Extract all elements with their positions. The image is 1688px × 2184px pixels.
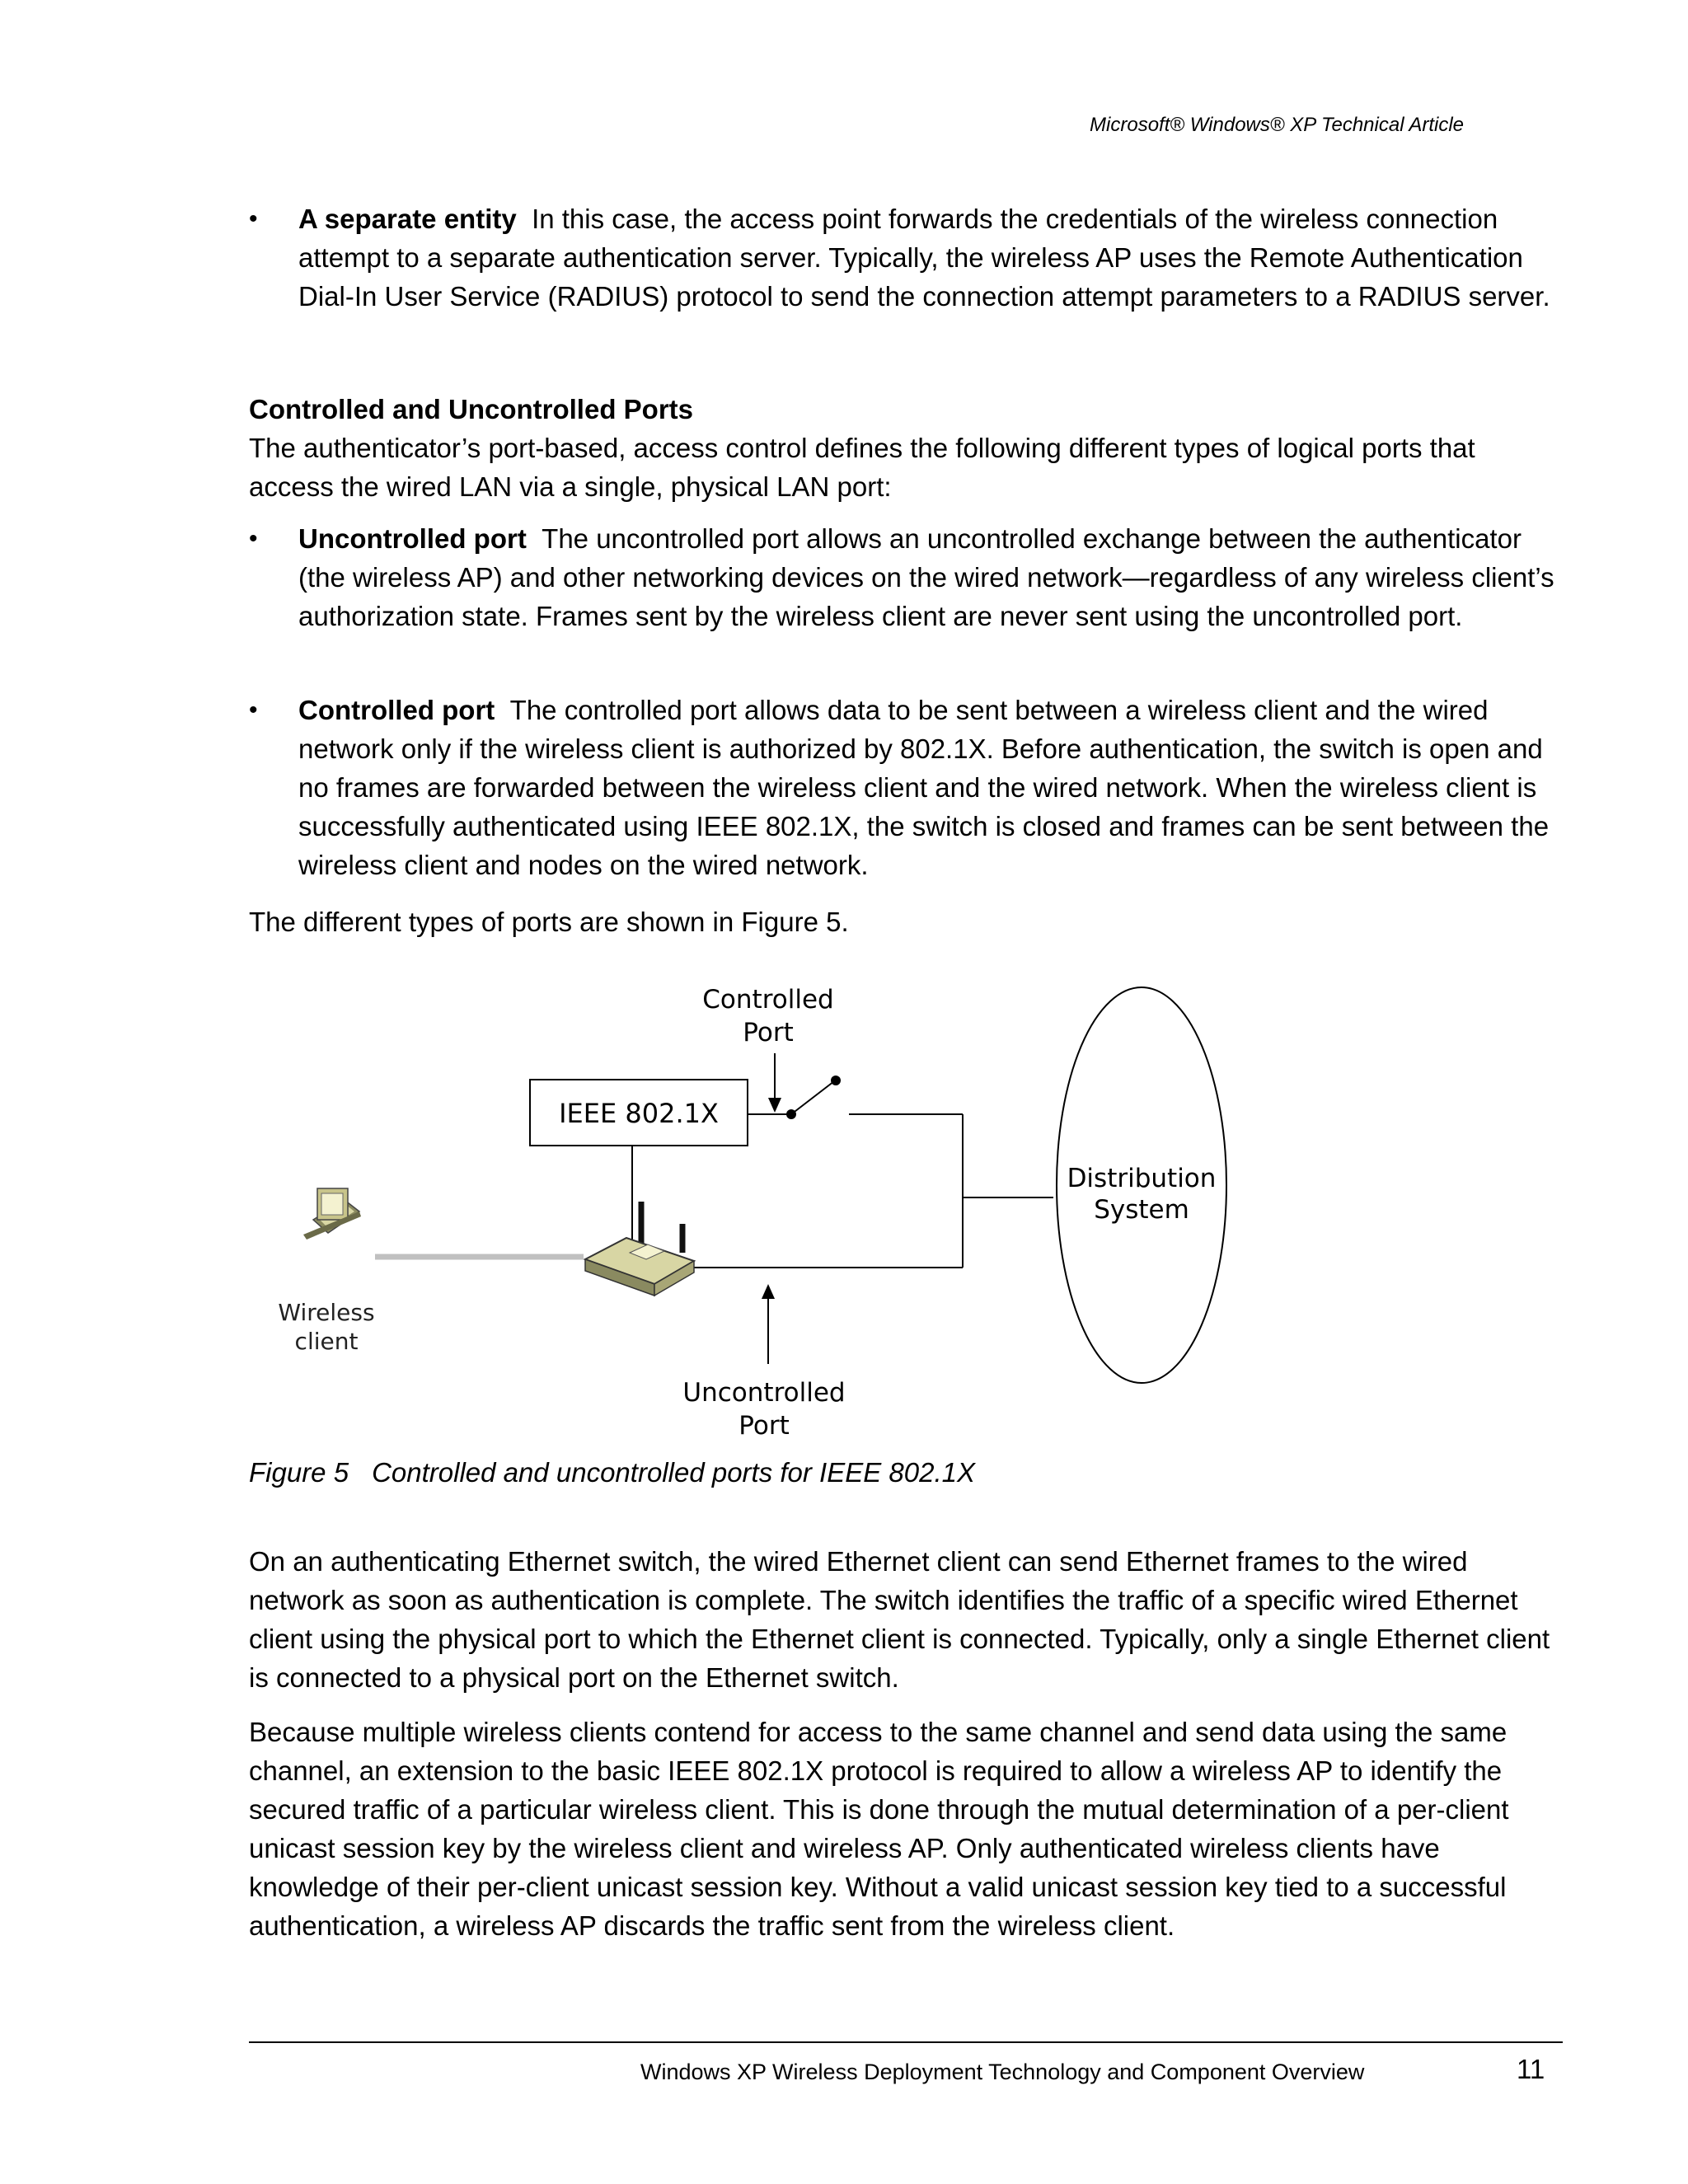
- wireless-client-label-line1: Wireless: [278, 1299, 375, 1326]
- footer-rule: [249, 2041, 1563, 2043]
- controlled-port-label-line2: Port: [743, 1018, 794, 1047]
- running-header: Microsoft® Windows® XP Technical Article: [1090, 114, 1464, 136]
- bullet-term: Controlled port: [298, 695, 495, 725]
- figure-intro: The different types of ports are shown in Figure 5.: [249, 907, 849, 937]
- access-point-icon: [585, 1202, 694, 1296]
- switch-lever: [791, 1081, 834, 1114]
- bullet-text: The controlled port allows data to be sent between a wireless client and the wired network only if the wireless client is authorized by 802.1X. Before authentication, the switch is open and no frames are forwarded between the wireless client and the wired network. When the wireless client is successfully authenticated using IEEE 802.1X, the switch is closed and frames can be sent between the wireless client and nodes on the wired network.: [298, 695, 1550, 880]
- uncontrolled-port-label-line2: Port: [738, 1411, 790, 1441]
- bullet-term: Uncontrolled port: [298, 523, 527, 554]
- distribution-label-line2: System: [1094, 1195, 1189, 1225]
- laptop-icon: [303, 1188, 361, 1240]
- bullet-term: A separate entity: [298, 204, 517, 234]
- section-intro: The authenticator’s port-based, access control defines the following different types of logical ports that access the wired LAN via a single, physical LAN port:: [249, 433, 1475, 502]
- bullet-separate-entity: [249, 199, 1568, 316]
- controlled-port-label-line1: Controlled: [702, 985, 834, 1015]
- paragraph-multiple-clients: Because multiple wireless clients contend for access to the same channel and send data using the same channel, an extension to the basic IEEE 802.1X protocol is required to allow a wireless AP to identify the secured traffic of a particular wireless client. This is done through the mutual determination of a per-client unicast session key by the wireless client and wireless AP. Only authenticated wireless clients have knowledge of their per-client unicast session key. Without a valid unicast session key tied to a successful authentication, a wireless AP discards the traffic sent from the wireless client.: [249, 1717, 1509, 1941]
- ports-diagram: [264, 972, 1253, 1459]
- switch-contact: [831, 1076, 841, 1085]
- bullet-dot: •: [249, 696, 258, 724]
- distribution-label-line1: Distribution: [1067, 1164, 1217, 1193]
- page-number: 11: [1517, 2054, 1545, 2084]
- footer-title: Windows XP Wireless Deployment Technology and Component Overview: [640, 2060, 1365, 2084]
- wireless-client-label-line2: client: [294, 1328, 359, 1355]
- bullet-uncontrolled-port: [249, 519, 1568, 635]
- section-heading: Controlled and Uncontrolled Ports: [249, 394, 694, 424]
- uncontrolled-port-label-line1: Uncontrolled: [682, 1378, 846, 1408]
- bullet-text: The uncontrolled port allows an uncontrolled exchange between the authenticator (the wireless AP) and other networking devices on the wired network—regardless of any wireless client’s authorization state. Frames sent by the wireless client are never sent using the uncontrolled port.: [298, 523, 1554, 631]
- controlled-arrow-head: [768, 1098, 781, 1113]
- bullet-dot: •: [249, 525, 258, 552]
- figure-caption-text: Controlled and uncontrolled ports for IEEE 802.1X: [372, 1457, 976, 1488]
- paragraph-ethernet-switch: On an authenticating Ethernet switch, the wired Ethernet client can send Ethernet frames to the wired network as soon as authentication is complete. The switch identifies the traffic of a specific wired Ethernet client using the physical port to which the Ethernet client is connected. Typically, only a single Ethernet client is connected to a physical port on the Ethernet switch.: [249, 1546, 1550, 1693]
- bullet-text: In this case, the access point forwards the credentials of the wireless connection attempt to a separate authentication server. Typically, the wireless AP uses the Remote Authentication Dial-In User Service (RADIUS) protocol to send the connection attempt parameters to a RADIUS server.: [298, 204, 1550, 312]
- figure-number: Figure 5: [249, 1457, 349, 1488]
- ieee-box-label: IEEE 802.1X: [559, 1098, 719, 1129]
- bullet-dot: •: [249, 205, 258, 232]
- uncontrolled-arrow-head: [762, 1284, 775, 1299]
- bullet-controlled-port: [249, 691, 1568, 884]
- figure-caption: [249, 1453, 975, 1492]
